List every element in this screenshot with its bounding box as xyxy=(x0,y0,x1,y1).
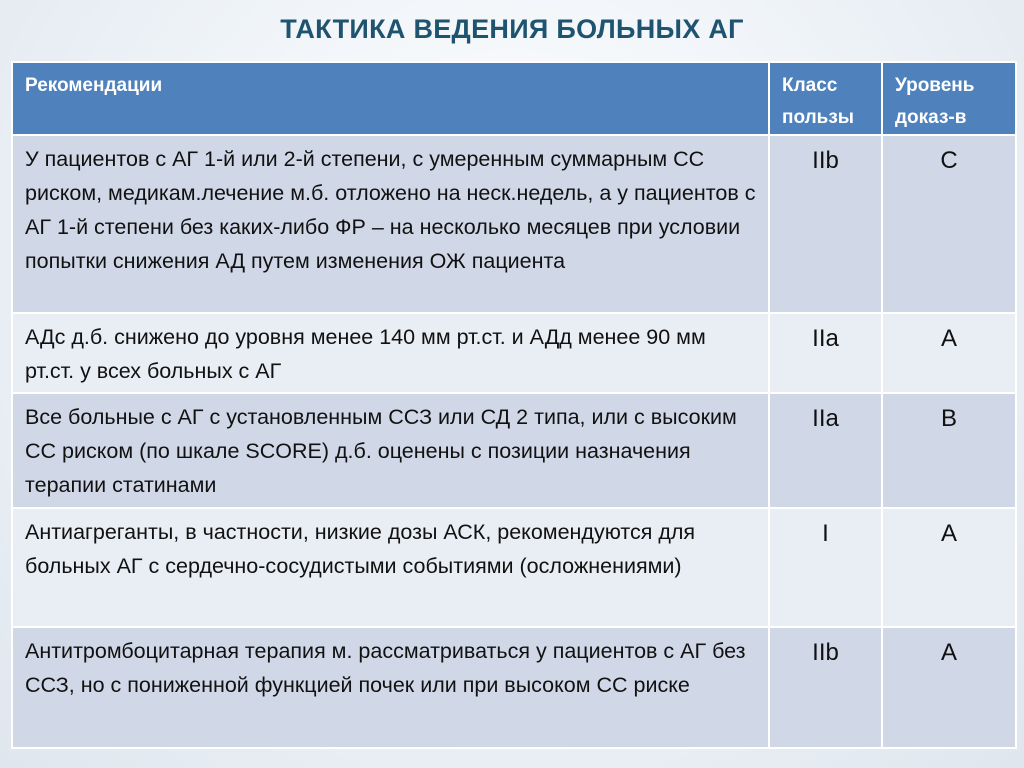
benefit-class-cell: IIa xyxy=(769,313,882,393)
benefit-class-cell: IIb xyxy=(769,627,882,748)
table-header-row xyxy=(12,62,1016,135)
header-evidence-level-line2: доказ-в xyxy=(895,107,967,128)
header-benefit-class-line2: пользы xyxy=(782,107,855,128)
table-row xyxy=(12,313,1016,393)
recommendation-cell: Антиагреганты, в частности, низкие дозы АСК, рекомендуются для больных АГ с сердечно-сосудистыми событиями (осложнениями) xyxy=(12,508,769,627)
table-row xyxy=(12,627,1016,748)
evidence-level-cell: B xyxy=(882,393,1016,508)
recommendation-cell: Все больные с АГ с установленным ССЗ или СД 2 типа, или с высоким СС риском (по шкале SCORE) д.б. оценены с позиции назначения терапии статинами xyxy=(12,393,769,508)
recommendation-cell: АДс д.б. снижено до уровня менее 140 мм рт.ст. и АДд менее 90 мм рт.ст. у всех больных с АГ xyxy=(12,313,769,393)
evidence-level-cell: C xyxy=(882,135,1016,313)
header-recommendations: Рекомендации xyxy=(12,62,769,135)
benefit-class-cell: IIb xyxy=(769,135,882,313)
slide-title: ТАКТИКА ВЕДЕНИЯ БОЛЬНЫХ АГ xyxy=(280,14,744,44)
header-evidence-level xyxy=(882,62,1016,135)
recommendations-table xyxy=(11,61,1017,749)
benefit-class-cell: I xyxy=(769,508,882,627)
header-benefit-class xyxy=(769,62,882,135)
header-evidence-level-line1: Уровень xyxy=(895,75,975,96)
recommendation-cell: У пациентов с АГ 1-й или 2-й степени, с умеренным суммарным СС риском, медикам.лечение м.б. отложено на неск.недель, а у пациентов с АГ 1-й степени без каких-либо ФР – на несколько месяцев при условии попытки снижения АД путем изменения ОЖ пациента xyxy=(12,135,769,313)
header-benefit-class-line1: Класс xyxy=(782,75,838,96)
recommendation-cell: Антитромбоцитарная терапия м. рассматриваться у пациентов с АГ без ССЗ, но с пониженной функцией почек или при высоком СС риске xyxy=(12,627,769,748)
benefit-class-cell: IIa xyxy=(769,393,882,508)
evidence-level-cell: A xyxy=(882,627,1016,748)
table-row xyxy=(12,393,1016,508)
evidence-level-cell: A xyxy=(882,313,1016,393)
table-row xyxy=(12,508,1016,627)
table-row xyxy=(12,135,1016,313)
evidence-level-cell: A xyxy=(882,508,1016,627)
